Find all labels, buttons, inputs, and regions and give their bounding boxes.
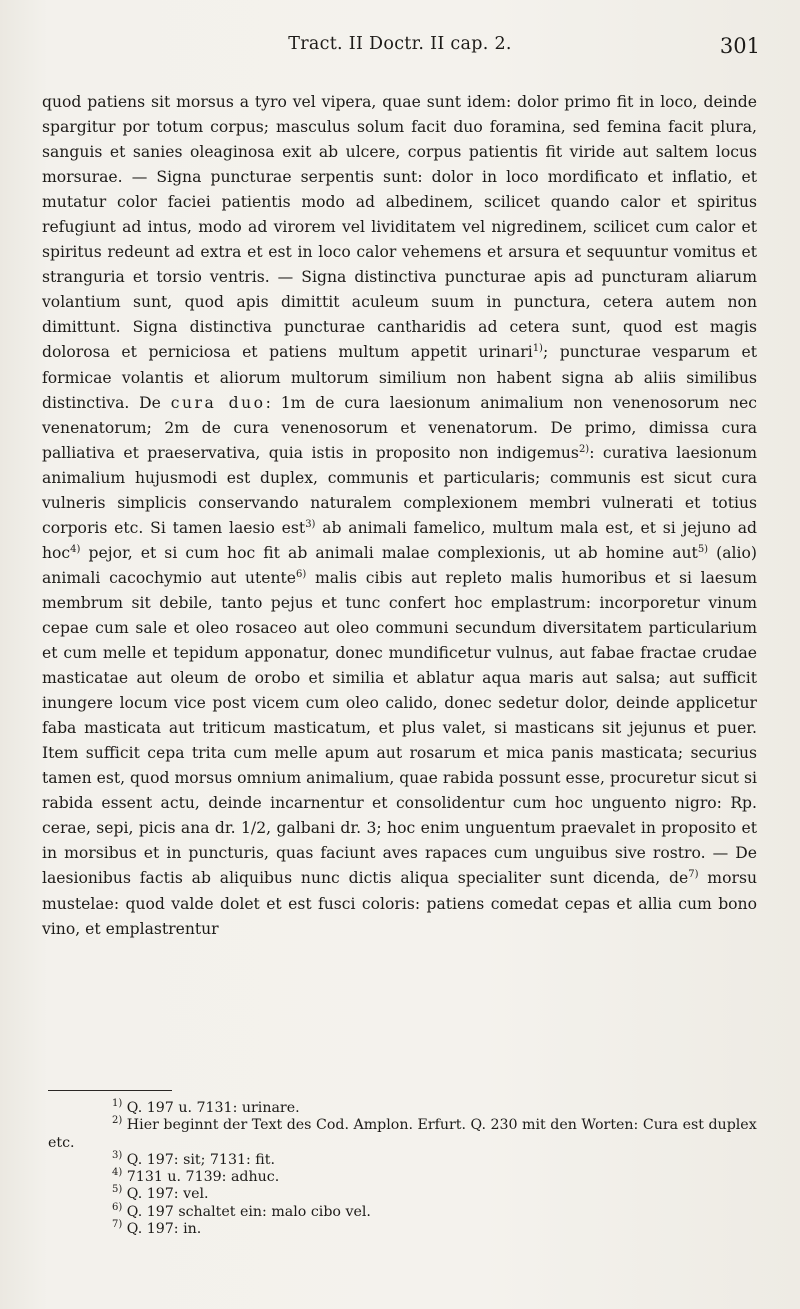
text-run: de cura laesionum animalium non venenosorum nec venenatorum; xyxy=(42,393,757,437)
text-run: (alio) animali cacochymio aut utente xyxy=(42,543,757,587)
footnote xyxy=(48,1117,760,1152)
paragraph xyxy=(42,90,757,942)
text-run: morsu mustelae: quod valde dolet et est fusci coloris: patiens comedat cepas et allia cum bono vino, et emplastrentur xyxy=(42,869,757,938)
footnote-mark: 5) xyxy=(112,1184,123,1196)
text-run: , galbani dr. 3; hoc enim unguentum praevalet in proposito et in morsibus et in puncturis, quas faciunt aves rapaces cum unguibus sive rostro. — De laesionibus factis ab aliquibus nunc dictis aliqua specialiter sunt dicenda, de xyxy=(42,819,757,888)
footnote-mark: 1) xyxy=(112,1098,123,1109)
footnote xyxy=(48,1186,760,1203)
footnote-mark: 3) xyxy=(112,1149,123,1161)
running-head: Tract. II Doctr. II cap. 2. xyxy=(288,34,512,54)
text-run: ab animali famelico, multum mala est, et si jejuno ad hoc xyxy=(42,518,757,562)
page-header xyxy=(40,34,760,64)
footnote-ref: 2) xyxy=(578,443,590,455)
footnote-ref: 4) xyxy=(70,543,81,555)
footnote-text: Q. 197 u. 7131: urinare. xyxy=(126,1100,300,1116)
footnote-mark: 6) xyxy=(112,1201,123,1213)
footnote-text: Hier beginnt der Text des Cod. Amplon. Erfurt. Q. 230 mit den Worten: Cura est duplex etc. xyxy=(48,1117,757,1151)
footnote-mark: 4) xyxy=(112,1167,123,1179)
text-run: pejor, et si cum hoc fit ab animali malae complexionis, ut ab homine aut xyxy=(80,543,698,562)
text-run: : curativa laesionum animalium hujusmodi est duplex, communis et particularis; communis est sicut cura vulneris simplicis conservando naturalem complexionem membri vulnerati et totius corporis etc. Si tamen laesio est xyxy=(42,443,757,537)
footnote-ref: 6) xyxy=(296,568,307,580)
footnote xyxy=(48,1100,760,1117)
footnote-mark: 2) xyxy=(112,1115,123,1127)
page-number: 301 xyxy=(719,34,760,58)
footnote xyxy=(48,1201,760,1221)
footnote-ref: 1) xyxy=(532,343,543,355)
ordinal-mark: 1m xyxy=(280,393,306,412)
text-run: : xyxy=(265,393,271,412)
main-text xyxy=(42,90,757,942)
footnote xyxy=(48,1149,760,1169)
footnotes xyxy=(48,1100,760,1238)
footnote-mark: 7) xyxy=(112,1219,123,1231)
footnote-ref: 7) xyxy=(688,869,699,881)
footnote-text: Q. 197: in. xyxy=(126,1221,202,1238)
footnote-text: Q. 197: vel. xyxy=(126,1186,209,1203)
footnote-text: Q. 197 schaltet ein: malo cibo vel. xyxy=(126,1203,371,1220)
text-run: quod patiens sit morsus a tyro vel vipera, quae sunt idem: dolor primo fit in loco, deinde spargitur por totum corpus; masculus solum facit duo foramina, sed femina facit plura, sanguis et sanies oleaginosa exit ab ulcere, corpus patientis fit viride aut saltem locus morsurae. — Signa puncturae serpentis sunt: dolor in loco mordificato et inflatio, et mutatur color faciei patientis modo ad albedinem, scilicet quando calor et spiritus refugiunt ad intus, modo ad virorem vel lividitatem vel nigredinem, scilicet cum calor et spiritus redeunt ad extra et est in loco calor vehemens et arsura et sequuntur vomitus et stranguria et torsio ventris. — Signa distinctiva puncturae apis ad puncturam aliarum volantium sunt, quod apis dimittit aculeum suum in punctura, cetera autem non dimittunt. Signa distinctiva puncturae cantharidis ad cetera sunt, quod est magis dolorosa et perniciosa et patiens multum appetit urinari xyxy=(42,93,757,362)
fraction: 1/2 xyxy=(241,819,267,838)
footnote xyxy=(48,1169,760,1186)
ordinal-mark: 2m xyxy=(164,418,190,437)
footnote-text: 7131 u. 7139: adhuc. xyxy=(126,1169,280,1186)
footnote-text: Q. 197: sit; 7131: fit. xyxy=(126,1151,275,1168)
footnote-ref: 5) xyxy=(697,543,709,555)
footnote-rule xyxy=(48,1090,172,1091)
spaced-heading: cura duo xyxy=(170,393,266,412)
text-run: ; puncturae vesparum et formicae volantis et aliorum multorum similium non habent signa ab aliis similibus distinctiva. De xyxy=(42,343,757,412)
text-run: de cura venenosorum et venenatorum. De primo, dimissa cura palliativa et praeservativa, quia istis in proposito non indigemus xyxy=(42,418,757,462)
footnote-ref: 3) xyxy=(305,518,316,530)
text-run: malis cibis aut repleto malis humoribus et si laesum membrum sit debile, tanto pejus et tunc confert hoc emplastrum: incorporetur vinum cepae cum sale et oleo rosaceo aut oleo communi secundum diversitatem particularium et cum melle et tepidum apponatur, donec mundificetur vulnus, aut fabae fractae crudae masticatae aut oleum de orobo et similia et ablatur aqua maris aut salsa; aut sufficit inungere locum vice post vicem cum oleo calido, donec sedetur dolor, deinde applicetur faba masticata aut triticum masticatum, et plus valet, si masticans sit jejunus et puer. Item sufficit cepa trita cum melle apum aut rosarum et mica panis masticata; securius tamen est, quod morsus omnium animalium, quae rabida possunt esse, procuretur sicut si rabida essent actu, deinde incarnentur et consolidentur cum hoc unguento nigro: Rp. cerae, sepi, picis ana dr. xyxy=(42,568,757,838)
footnote xyxy=(48,1221,760,1238)
